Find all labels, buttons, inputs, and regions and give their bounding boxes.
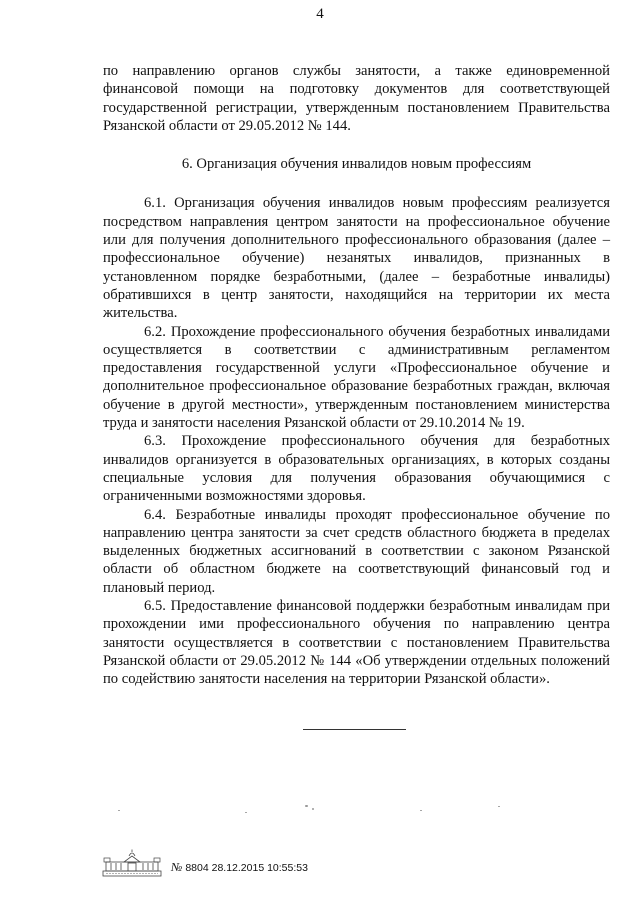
paragraph-6-4: 6.4. Безработные инвалиды проходят профессиональное обучение по направлению центра занятости за счет средств областного бюджета в пределах выделенных бюджетных ассигнований в соответствии с законом Рязанской области об областном бюджете на соответствующий финансовый год и плановый период. [103,506,610,596]
scan-speck [245,812,247,813]
section-heading: 6. Организация обучения инвалидов новым профессиям [181,156,532,173]
scan-speck [498,806,500,807]
document-footer [102,849,308,877]
end-divider [303,729,406,730]
scan-speck [305,805,308,807]
footer-doc-info [171,861,308,877]
paragraph-6-5: 6.5. Предоставление финансовой поддержки безработным инвалидам при прохождении ими профессионального обучения по направлению центра занятости осуществляется в соответствии с постановлением Правительства Рязанской области от 29.05.2012 № 144 «Об утверждении отдельных положений по содействию занятости населения на территории Рязанской области». [103,598,610,688]
paragraph-6-1: 6.1. Организация обучения инвалидов новым профессиям реализуется посредством направления центром занятости на профессиональное обучение или для получения дополнительного профессионального образования (далее – профессиональное обучение) незанятых инвалидов, признанных в установленном порядке безработными, (далее – безработные инвалиды) обратившихся в центр занятости, находящийся на территории их места жительства. [103,195,610,322]
government-building-stamp-icon [102,849,162,877]
doc-number-timestamp: 8804 28.12.2015 10:55:53 [185,862,308,874]
document-body [103,62,610,689]
scan-speck [118,810,120,811]
scan-speck [312,808,314,810]
paragraph-6-3: 6.3. Прохождение профессионального обучения для безработных инвалидов организуется в образовательных организациях, в которых созданы специальные условия для получения образования обучающимися с ограниченными возможностями здоровья. [103,433,610,505]
paragraph-6-2: 6.2. Прохождение профессионального обучения безработных инвалидами осуществляется в соответствии с административным регламентом предоставления государственной услуги «Профессиональное обучение и дополнительное профессиональное образование безработных граждан, включая обучение в другой местности», утвержденным постановлением министерства труда и занятости населения Рязанской области от 29.10.2014 № 19. [103,323,610,432]
intro-paragraph: по направлению органов службы занятости, а также единовременной финансовой помощи на подготовку документов для соответствующей государственной регистрации, утвержденным постановлением Правительства Рязанской области от 29.05.2012 № 144. [103,63,610,134]
scan-speck [420,810,422,811]
page-number: 4 [316,6,324,22]
number-mark: № [171,860,183,874]
